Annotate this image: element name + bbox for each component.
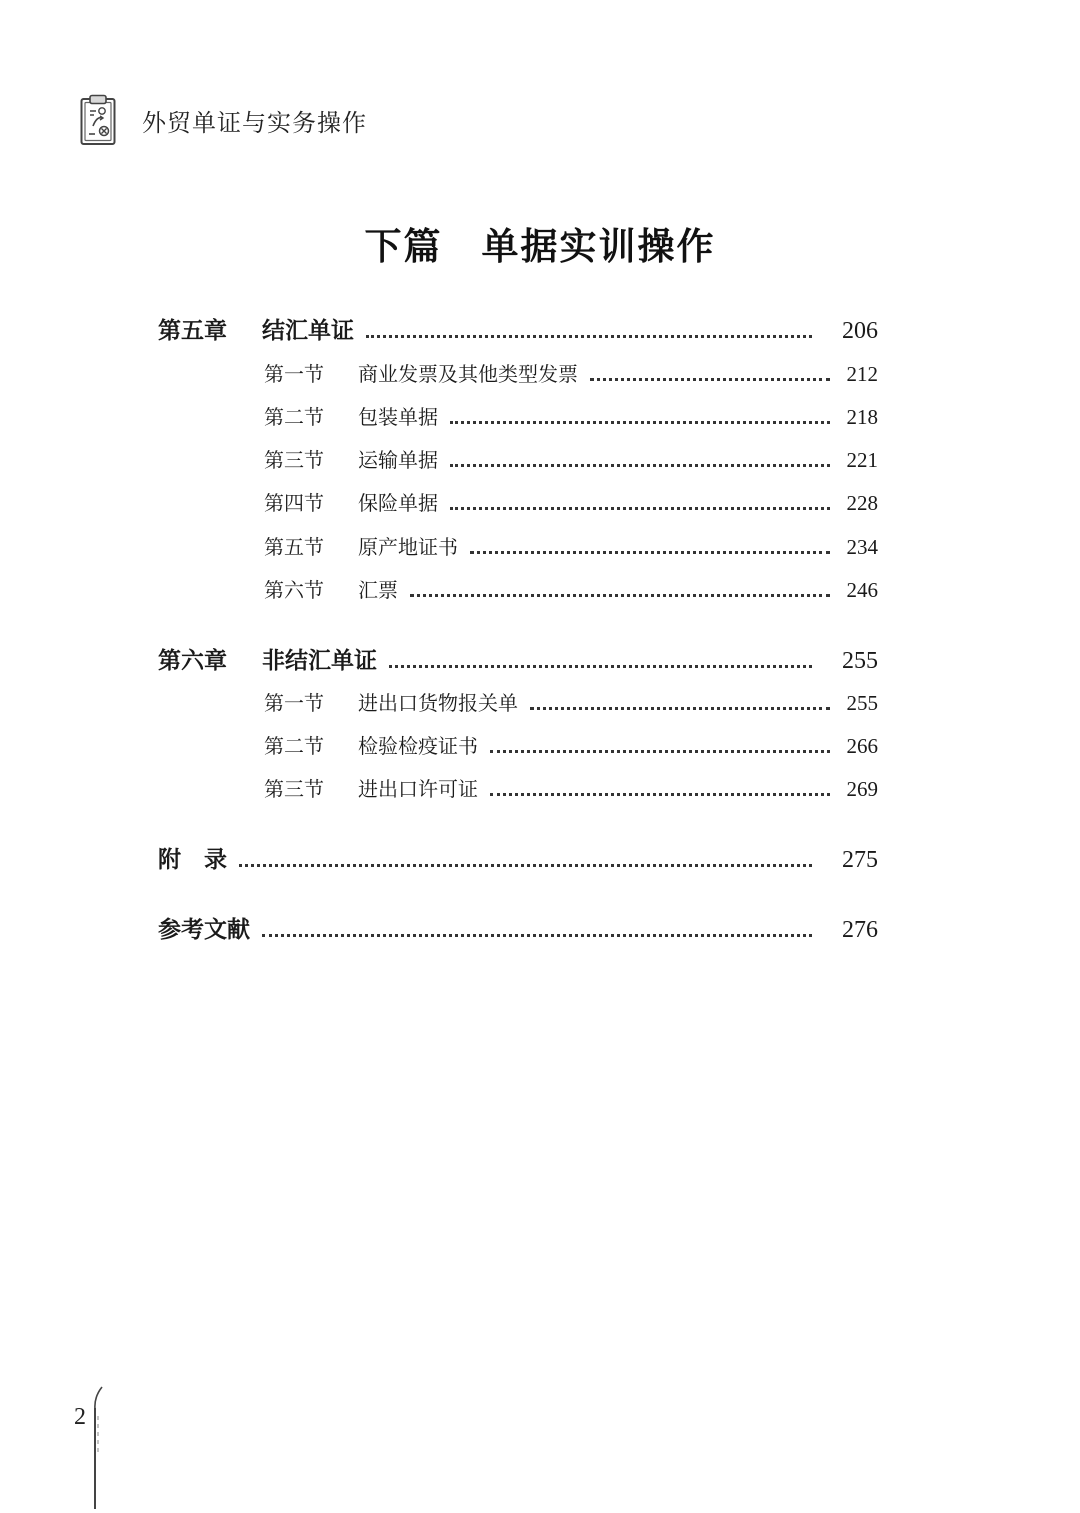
section-number: 第一节 [264,362,324,386]
running-head [80,94,367,146]
folio: 2 [74,1404,86,1430]
dot-leader [450,464,830,467]
section-title: 进出口许可证 [358,777,478,801]
section-number: 第四节 [264,491,324,515]
page-number: 246 [846,578,878,602]
section-number: 第二节 [264,405,324,429]
section-title: 包装单据 [358,405,438,429]
page-number: 275 [842,847,878,873]
dot-leader [490,750,830,753]
section-title: 商业发票及其他类型发票 [358,362,578,386]
section-number: 第三节 [264,777,324,801]
toc-section-5-1[interactable] [264,358,878,388]
page-number: 234 [846,535,878,559]
dot-leader [450,421,830,424]
part-title: 下篇 单据实训操作 [364,225,716,268]
chapter-number: 第五章 [158,318,227,344]
dot-leader [389,665,812,668]
toc-section-5-4[interactable] [264,487,878,517]
toc-section-5-5[interactable] [264,531,878,561]
chapter-number: 第六章 [158,648,227,674]
page-number: 218 [846,405,878,429]
section-title: 原产地证书 [358,535,458,559]
dot-leader [530,707,830,710]
dot-leader [410,594,830,597]
chapter-title: 非结汇单证 [262,648,377,674]
section-title: 汇票 [358,578,398,602]
chapter-title: 结汇单证 [262,318,354,344]
page-number: 228 [846,491,878,515]
edge-ornament [90,1386,104,1513]
dot-leader [470,551,830,554]
toc-section-6-1[interactable] [264,687,878,717]
page-number: 269 [846,777,878,801]
clipboard-icon [80,94,116,146]
toc-section-5-6[interactable] [264,574,878,604]
section-number: 第三节 [264,448,324,472]
toc-chapter-6[interactable] [158,642,878,678]
page-number: 206 [842,318,878,344]
toc-references[interactable] [158,911,878,947]
toc-section-6-3[interactable] [264,773,878,803]
dot-leader [366,335,812,338]
page-number: 255 [846,691,878,715]
toc-appendix[interactable] [158,841,878,877]
section-number: 第一节 [264,691,324,715]
section-title: 保险单据 [358,491,438,515]
toc-section-6-2[interactable] [264,730,878,760]
section-number: 第五节 [264,535,324,559]
references-title: 参考文献 [158,917,250,943]
section-number: 第六节 [264,578,324,602]
book-title: 外贸单证与实务操作 [142,108,367,137]
page-number: 255 [842,648,878,674]
page-number: 221 [846,448,878,472]
dot-leader [590,378,830,381]
toc-section-5-2[interactable] [264,401,878,431]
page-number: 276 [842,917,878,943]
page-number: 212 [846,362,878,386]
section-number: 第二节 [264,734,324,758]
section-title: 运输单据 [358,448,438,472]
appendix-title: 附 录 [158,847,227,873]
toc-section-5-3[interactable] [264,444,878,474]
dot-leader [239,864,812,867]
page-number: 266 [846,734,878,758]
dot-leader [490,793,830,796]
toc-chapter-5[interactable] [158,312,878,348]
section-title: 进出口货物报关单 [358,691,518,715]
dot-leader [262,934,812,937]
dot-leader [450,507,830,510]
section-title: 检验检疫证书 [358,734,478,758]
